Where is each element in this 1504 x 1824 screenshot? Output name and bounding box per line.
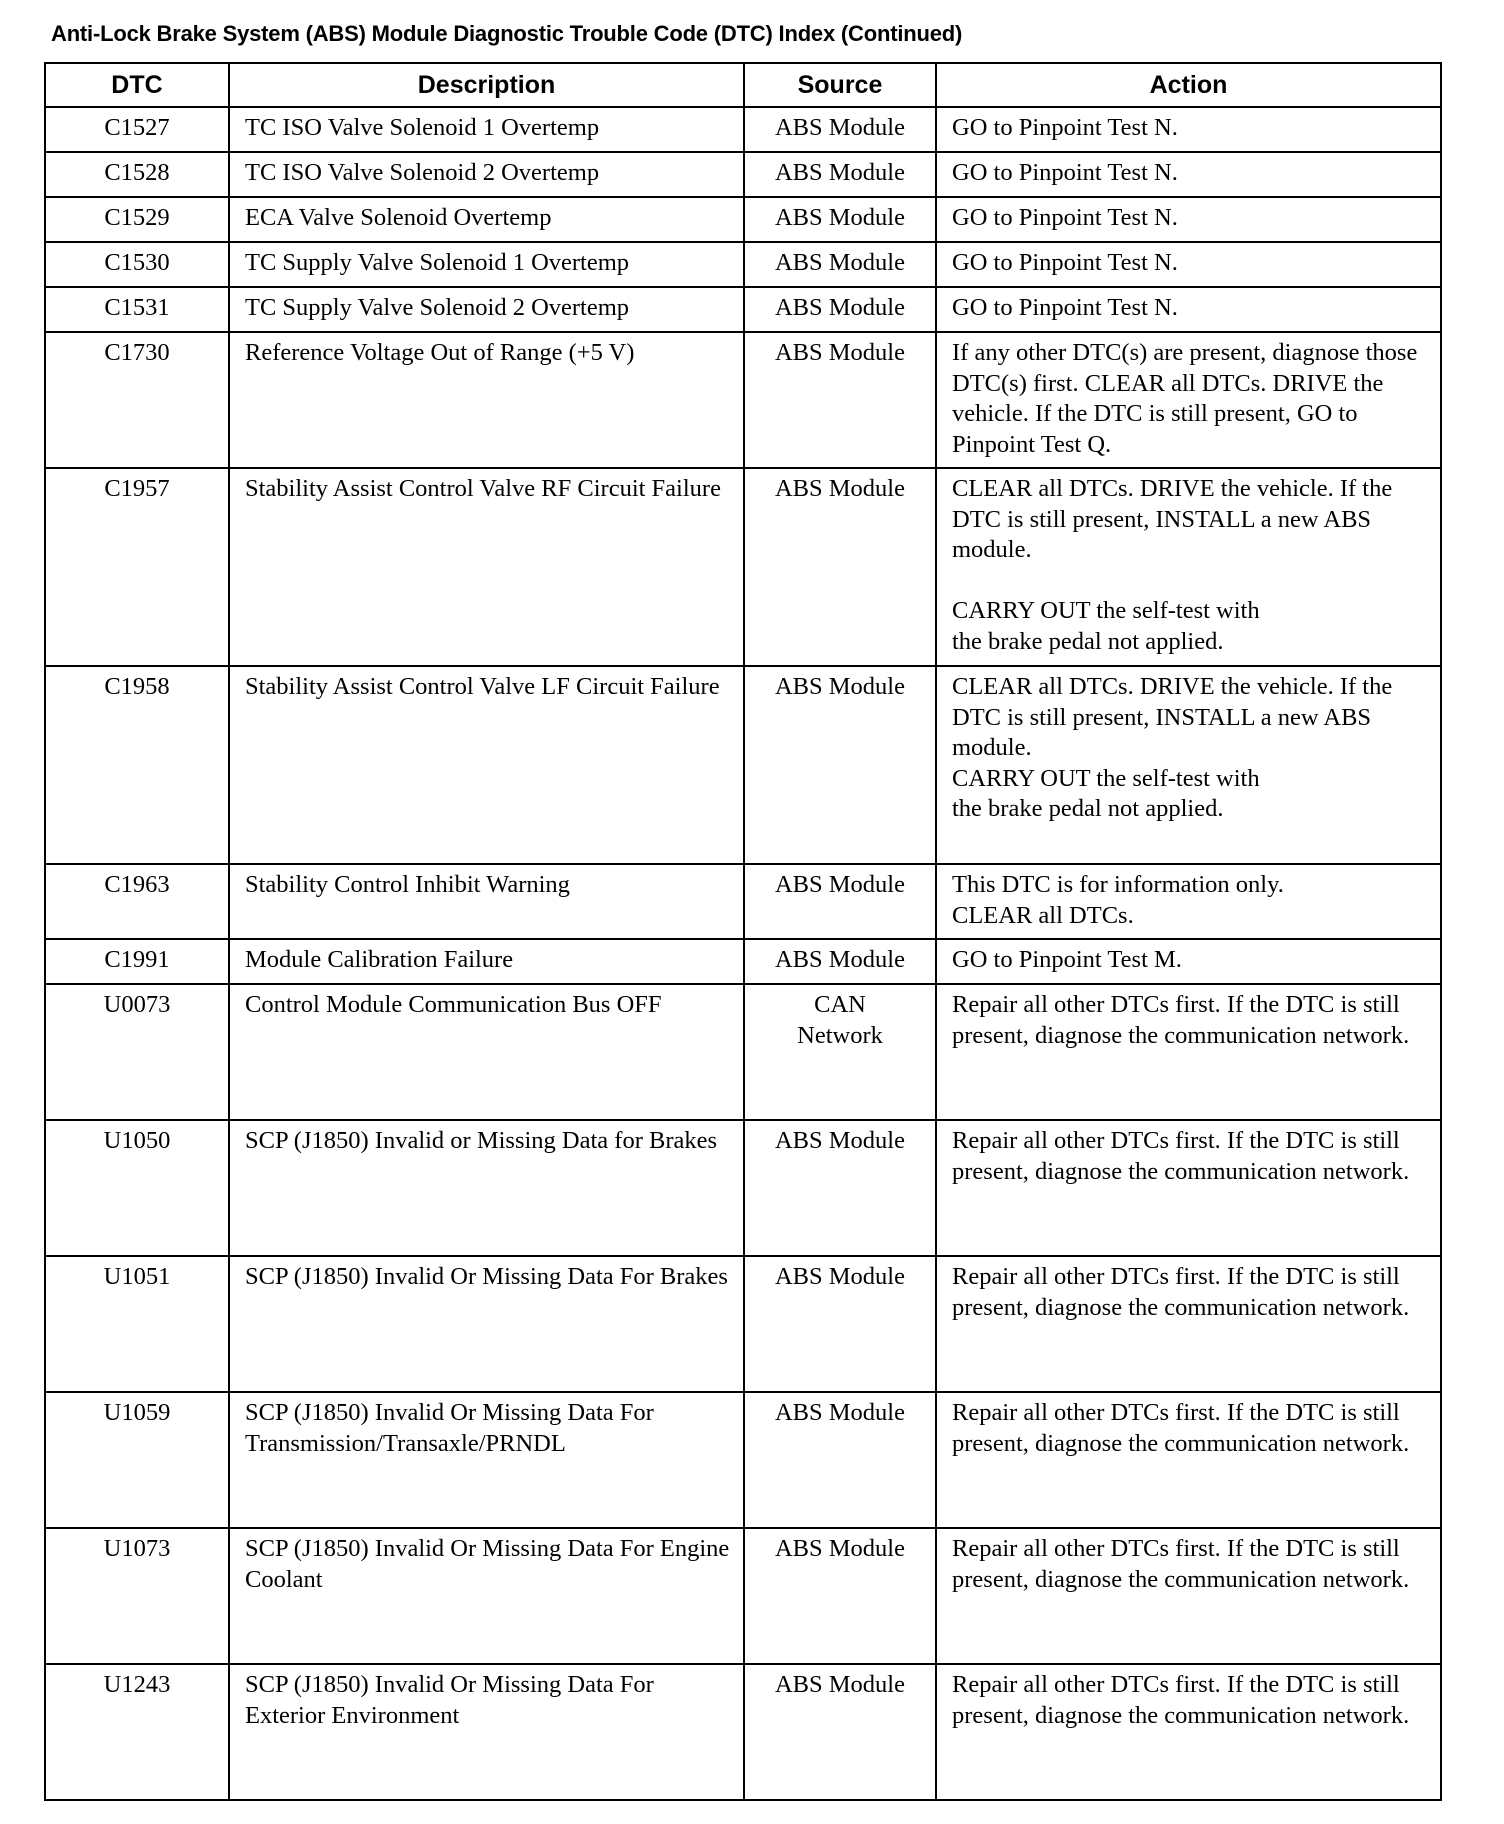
dtc-cell — [45, 468, 229, 666]
source-cell — [744, 666, 936, 864]
table-body — [45, 107, 1441, 1800]
action-cell — [936, 1392, 1441, 1528]
description-cell — [229, 468, 744, 666]
dtc-description: Stability Assist Control Valve RF Circuit Failure — [245, 475, 721, 502]
dtc-code: C1531 — [104, 294, 170, 321]
dtc-description: Reference Voltage Out of Range (+5 V) — [245, 339, 635, 366]
dtc-source: ABS Module — [774, 871, 905, 898]
action-cell — [936, 1120, 1441, 1256]
dtc-code: C1730 — [104, 339, 170, 366]
dtc-action: If any other DTC(s) are present, diagnose those DTC(s) first. CLEAR all DTCs. DRIVE the vehicle. If the DTC is still present, GO to Pinpoint Test Q. — [952, 339, 1418, 458]
dtc-code: U1051 — [103, 1263, 171, 1290]
dtc-action: GO to Pinpoint Test N. — [952, 294, 1178, 321]
dtc-cell — [45, 332, 229, 468]
action-cell — [936, 1528, 1441, 1664]
action-cell — [936, 332, 1441, 468]
dtc-index-table — [44, 62, 1442, 1801]
action-cell — [936, 242, 1441, 287]
action-cell — [936, 864, 1441, 939]
action-cell — [936, 287, 1441, 332]
description-cell — [229, 242, 744, 287]
table-row — [45, 287, 1441, 332]
dtc-cell — [45, 197, 229, 242]
dtc-description: ECA Valve Solenoid Overtemp — [245, 204, 552, 231]
dtc-code: U0073 — [103, 991, 171, 1018]
description-cell — [229, 1528, 744, 1664]
dtc-code: C1529 — [104, 204, 170, 231]
dtc-description: SCP (J1850) Invalid Or Missing Data For Transmission/Transaxle/PRNDL — [245, 1399, 654, 1457]
dtc-action: GO to Pinpoint Test N. — [952, 204, 1178, 231]
source-cell — [744, 1664, 936, 1800]
description-cell — [229, 984, 744, 1120]
column-header-dtc: DTC — [45, 63, 229, 107]
dtc-source: ABS Module — [774, 1263, 905, 1290]
dtc-code: U1059 — [103, 1399, 171, 1426]
dtc-cell — [45, 939, 229, 984]
dtc-description: SCP (J1850) Invalid Or Missing Data For Engine Coolant — [245, 1535, 730, 1593]
table-row — [45, 984, 1441, 1120]
source-cell — [744, 864, 936, 939]
source-cell — [744, 242, 936, 287]
dtc-code: U1073 — [103, 1535, 171, 1562]
dtc-source: ABS Module — [774, 475, 905, 502]
dtc-source: ABS Module — [774, 946, 905, 973]
dtc-cell — [45, 287, 229, 332]
source-cell — [744, 1256, 936, 1392]
dtc-cell — [45, 152, 229, 197]
source-cell — [744, 197, 936, 242]
column-header-description: Description — [229, 63, 744, 107]
dtc-source: ABS Module — [774, 673, 905, 700]
dtc-code: C1957 — [104, 475, 170, 502]
description-cell — [229, 152, 744, 197]
dtc-cell — [45, 666, 229, 864]
dtc-cell — [45, 1120, 229, 1256]
dtc-source: ABS Module — [774, 249, 905, 276]
dtc-source: ABS Module — [774, 114, 905, 141]
dtc-action: CLEAR all DTCs. DRIVE the vehicle. If the DTC is still present, INSTALL a new ABS module. CARRY OUT the self-test with the brake pedal not applied. — [952, 475, 1393, 655]
dtc-description: Stability Assist Control Valve LF Circuit Failure — [245, 673, 720, 700]
dtc-action: Repair all other DTCs first. If the DTC is still present, diagnose the communication network. — [952, 991, 1410, 1049]
table-header — [45, 63, 1441, 107]
table-row — [45, 939, 1441, 984]
dtc-cell — [45, 242, 229, 287]
action-cell — [936, 107, 1441, 152]
dtc-description: TC Supply Valve Solenoid 2 Overtemp — [245, 294, 630, 321]
table-row — [45, 468, 1441, 666]
description-cell — [229, 197, 744, 242]
action-cell — [936, 939, 1441, 984]
dtc-code: C1958 — [104, 673, 170, 700]
description-cell — [229, 332, 744, 468]
dtc-action: Repair all other DTCs first. If the DTC is still present, diagnose the communication network. — [952, 1535, 1410, 1593]
page-title: Anti-Lock Brake System (ABS) Module Diagnostic Trouble Code (DTC) Index (Continued) — [51, 21, 963, 46]
table-row — [45, 332, 1441, 468]
dtc-cell — [45, 984, 229, 1120]
table-row — [45, 864, 1441, 939]
source-cell — [744, 984, 936, 1120]
dtc-description: SCP (J1850) Invalid Or Missing Data For Exterior Environment — [245, 1671, 654, 1729]
dtc-source: ABS Module — [774, 294, 905, 321]
dtc-source: ABS Module — [774, 1535, 905, 1562]
table-row — [45, 1256, 1441, 1392]
dtc-action: CLEAR all DTCs. DRIVE the vehicle. If the DTC is still present, INSTALL a new ABS module. CARRY OUT the self-test with the brake pedal not applied. — [952, 673, 1393, 822]
dtc-source: CAN Network — [797, 991, 883, 1049]
description-cell — [229, 939, 744, 984]
table-row — [45, 197, 1441, 242]
dtc-action: GO to Pinpoint Test N. — [952, 159, 1178, 186]
dtc-action: GO to Pinpoint Test M. — [952, 946, 1182, 973]
source-cell — [744, 1120, 936, 1256]
dtc-description: TC Supply Valve Solenoid 1 Overtemp — [245, 249, 630, 276]
source-cell — [744, 939, 936, 984]
dtc-source: ABS Module — [774, 1399, 905, 1426]
table-row — [45, 666, 1441, 864]
dtc-code: C1528 — [104, 159, 170, 186]
dtc-source: ABS Module — [774, 204, 905, 231]
table-row — [45, 1392, 1441, 1528]
dtc-cell — [45, 1664, 229, 1800]
dtc-cell — [45, 1256, 229, 1392]
action-cell — [936, 1664, 1441, 1800]
action-cell — [936, 984, 1441, 1120]
action-cell — [936, 666, 1441, 864]
dtc-cell — [45, 1392, 229, 1528]
table-row — [45, 1664, 1441, 1800]
dtc-description: Control Module Communication Bus OFF — [245, 991, 662, 1018]
description-cell — [229, 666, 744, 864]
dtc-action: GO to Pinpoint Test N. — [952, 249, 1178, 276]
dtc-description: SCP (J1850) Invalid Or Missing Data For Brakes — [245, 1263, 728, 1290]
dtc-action: Repair all other DTCs first. If the DTC is still present, diagnose the communication network. — [952, 1399, 1410, 1457]
description-cell — [229, 107, 744, 152]
action-cell — [936, 1256, 1441, 1392]
description-cell — [229, 1664, 744, 1800]
table-row — [45, 242, 1441, 287]
dtc-code: C1530 — [104, 249, 170, 276]
dtc-action: This DTC is for information only. CLEAR all DTCs. — [952, 871, 1284, 929]
column-header-source: Source — [744, 63, 936, 107]
source-cell — [744, 332, 936, 468]
dtc-cell — [45, 864, 229, 939]
dtc-action: Repair all other DTCs first. If the DTC is still present, diagnose the communication network. — [952, 1671, 1410, 1729]
dtc-code: C1963 — [104, 871, 170, 898]
header-row — [45, 63, 1441, 107]
dtc-action: Repair all other DTCs first. If the DTC is still present, diagnose the communication network. — [952, 1263, 1410, 1321]
dtc-code: C1991 — [104, 946, 170, 973]
dtc-description: SCP (J1850) Invalid or Missing Data for Brakes — [245, 1127, 718, 1154]
dtc-code: U1243 — [103, 1671, 171, 1698]
dtc-description: TC ISO Valve Solenoid 1 Overtemp — [245, 114, 600, 141]
dtc-cell — [45, 1528, 229, 1664]
table-row — [45, 1120, 1441, 1256]
dtc-source: ABS Module — [774, 1127, 905, 1154]
source-cell — [744, 468, 936, 666]
dtc-cell — [45, 107, 229, 152]
table-row — [45, 152, 1441, 197]
dtc-description: Stability Control Inhibit Warning — [245, 871, 570, 898]
dtc-source: ABS Module — [774, 1671, 905, 1698]
table-row — [45, 107, 1441, 152]
description-cell — [229, 1120, 744, 1256]
source-cell — [744, 287, 936, 332]
dtc-source: ABS Module — [774, 159, 905, 186]
source-cell — [744, 1392, 936, 1528]
description-cell — [229, 287, 744, 332]
description-cell — [229, 1392, 744, 1528]
action-cell — [936, 468, 1441, 666]
table-row — [45, 1528, 1441, 1664]
dtc-action: Repair all other DTCs first. If the DTC is still present, diagnose the communication network. — [952, 1127, 1410, 1185]
source-cell — [744, 1528, 936, 1664]
description-cell — [229, 864, 744, 939]
dtc-source: ABS Module — [774, 339, 905, 366]
dtc-description: TC ISO Valve Solenoid 2 Overtemp — [245, 159, 600, 186]
dtc-action: GO to Pinpoint Test N. — [952, 114, 1178, 141]
description-cell — [229, 1256, 744, 1392]
action-cell — [936, 152, 1441, 197]
dtc-code: C1527 — [104, 114, 170, 141]
source-cell — [744, 107, 936, 152]
action-cell — [936, 197, 1441, 242]
dtc-description: Module Calibration Failure — [245, 946, 514, 973]
dtc-code: U1050 — [103, 1127, 171, 1154]
column-header-action: Action — [936, 63, 1441, 107]
source-cell — [744, 152, 936, 197]
